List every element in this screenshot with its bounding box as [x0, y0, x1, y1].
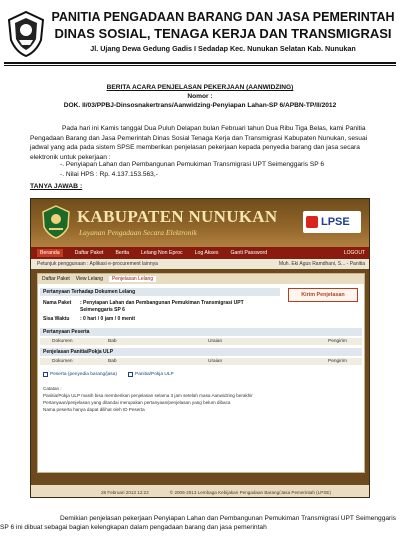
kabupaten-emblem-icon	[6, 10, 46, 58]
col-uraian-2: Uraian	[208, 359, 223, 364]
closing-paragraph: Demikian penjelasan pekerjaan Penyiapan Lahan dan Pembangunan Pemukiman Transmigrasi UPT Seimenggaris SP 6 ini dibuat sebagai bagian kelengkapan dalam pengadaan barang dan jasa pemerintah	[0, 515, 396, 531]
work-item-hps: -. Nilai HPS : Rp. 4.137.153.563,-	[60, 171, 158, 178]
lpse-info-bar	[31, 259, 370, 269]
letterhead-rule-thin	[4, 65, 396, 66]
sisa-waktu-label: Sisa Waktu	[43, 316, 70, 322]
opening-paragraph: Pada hari ini Kamis tanggal Dua Puluh Delapan bulan Februari tahun Dua Ribu Tiga Belas, kami Panitia Pengadaan Barang dan Jasa Pemerintah Dinas Sosial Tenaga Kerja dan Transmigrasi Kabupaten Nunukan, sesuai jadwal yang ada pada sistem SPSE memberikan penjelasan pekerjaan kepada penyedia barang dan jasa secara elektronik untuk pekerjaan :	[30, 125, 368, 161]
col-pengirim-2: Pengirim	[328, 359, 347, 364]
nav-berita[interactable]: Berita	[115, 250, 130, 256]
lpse-nav	[31, 247, 370, 259]
footer-date: 28 Februari 2013 12:22	[101, 489, 149, 495]
col-dokumen: Dokumen	[52, 339, 73, 344]
catatan-line-1: Panitia/Pokja ULP masih bisa memberikan penjelasan selama 3 jam setelah masa Aanwidzing berakhir	[43, 393, 253, 398]
catatan-label: Catatan :	[43, 386, 62, 391]
lpse-logo	[303, 211, 361, 233]
nama-paket-label: Nama Paket	[43, 300, 72, 306]
filter-peserta-label: Peserta (penyedia barang/jasa)	[50, 372, 117, 377]
user-label: Muh. Eki Agus Ramdhani, S... - Panitia	[278, 261, 365, 267]
work-item-name: -. Penyiapan Lahan dan Pembangunan Pemukiman Transmigrasi UPT Seimenggaris SP 6	[60, 161, 325, 168]
checkbox-icon	[43, 372, 48, 377]
work-item-list	[60, 160, 390, 180]
col-bab-2: Bab	[108, 359, 117, 364]
nav-ganti-password[interactable]: Ganti Password	[230, 250, 268, 256]
section-panitia-header: Penjelasan Panitia/Pokja ULP	[40, 348, 362, 356]
document-nomor-label: Nomor :	[187, 93, 213, 100]
kirim-penjelasan-button[interactable]: Kirim Penjelasan	[288, 288, 358, 302]
help-link[interactable]: Petunjuk penggunaan : Aplikasi e-procurement lainnya	[37, 261, 158, 267]
section-question-header: Pertanyaan Terhadap Dokumen Lelang	[40, 288, 280, 296]
lpse-header-subtitle: Layanan Pengadaan Secara Elektronik	[79, 228, 197, 237]
peserta-column-header	[40, 338, 362, 345]
checkbox-icon	[128, 372, 133, 377]
tab-view-lelang[interactable]: View Lelang	[75, 276, 103, 282]
col-uraian: Uraian	[208, 339, 223, 344]
lpse-footer	[31, 485, 370, 498]
nama-paket-value: : Penyiapan Lahan dan Pembangunan Pemukiman Transmigrasi UPT Seimenggaris SP 6	[80, 300, 244, 313]
logout-link[interactable]: LOGOUT	[343, 250, 365, 256]
nav-daftar-paket[interactable]: Daftar Paket	[74, 250, 104, 256]
nav-beranda[interactable]: Beranda	[37, 249, 63, 257]
document-title: BERITA ACARA PENJELASAN PEKERJAAN (AANWIDZING)	[106, 84, 294, 91]
panitia-column-header	[40, 358, 362, 365]
lpse-screenshot	[30, 198, 370, 498]
nunukan-emblem-icon	[41, 205, 71, 239]
tanya-jawab-heading: TANYA JAWAB :	[30, 183, 83, 190]
tab-penjelasan-lelang[interactable]: Penjelasan Lelang	[109, 276, 156, 282]
tab-daftar-paket[interactable]: Daftar Paket	[42, 276, 70, 282]
filter-panitia-checkbox[interactable]	[128, 372, 174, 377]
lpse-logo-text: LPSE	[321, 216, 350, 228]
aanwidzing-panel	[37, 273, 365, 473]
lpse-mark-icon	[306, 216, 318, 228]
letterhead-rule	[4, 62, 396, 64]
section-peserta-header: Pertanyaan Peserta	[40, 328, 362, 336]
nav-log-akses[interactable]: Log Akses	[194, 250, 219, 256]
nav-lelang-non-eproc[interactable]: Lelang Non Eproc	[141, 250, 183, 256]
letterhead	[0, 0, 400, 76]
filter-peserta-checkbox[interactable]	[43, 372, 117, 377]
lpse-banner	[31, 199, 370, 247]
col-bab: Bab	[108, 339, 117, 344]
lpse-header-title: KABUPATEN NUNUKAN	[77, 207, 278, 226]
col-pengirim: Pengirim	[328, 339, 347, 344]
catatan-line-3: Nama peserta hanya dapat dilihat oleh ID Peserta	[43, 407, 145, 412]
catatan-line-2: Pertanyaan/penjelasan yang ditandai merupakan pertanyaan/penjelasan yang belum dibaca	[43, 400, 231, 405]
letterhead-address: Jl. Ujang Dewa Gedung Gadis I Sedadap Kec. Nunukan Selatan Kab. Nunukan	[90, 44, 356, 53]
col-dokumen-2: Dokumen	[52, 359, 73, 364]
letterhead-line-2: DINAS SOSIAL, TENAGA KERJA DAN TRANSMIGRASI	[54, 26, 392, 41]
footer-copyright: © 2006-2013 Lembaga Kebijakan Pengadaan Barang/Jasa Pemerintah (LPSE)	[169, 489, 331, 495]
sisa-waktu-value: : 0 hari / 0 jam / 0 menit	[80, 316, 136, 322]
letterhead-line-1: PANITIA PENGADAAN BARANG DAN JASA PEMERINTAH	[51, 10, 395, 24]
panel-breadcrumb	[38, 274, 364, 284]
filter-panitia-label: Panitia/Pokja ULP	[135, 372, 174, 377]
document-number: DOK. II/03/PPBJ-Dinsosnakertrans/Aanwidzing-Penyiapan Lahan-SP 6/APBN-TP/II/2012	[63, 102, 337, 109]
